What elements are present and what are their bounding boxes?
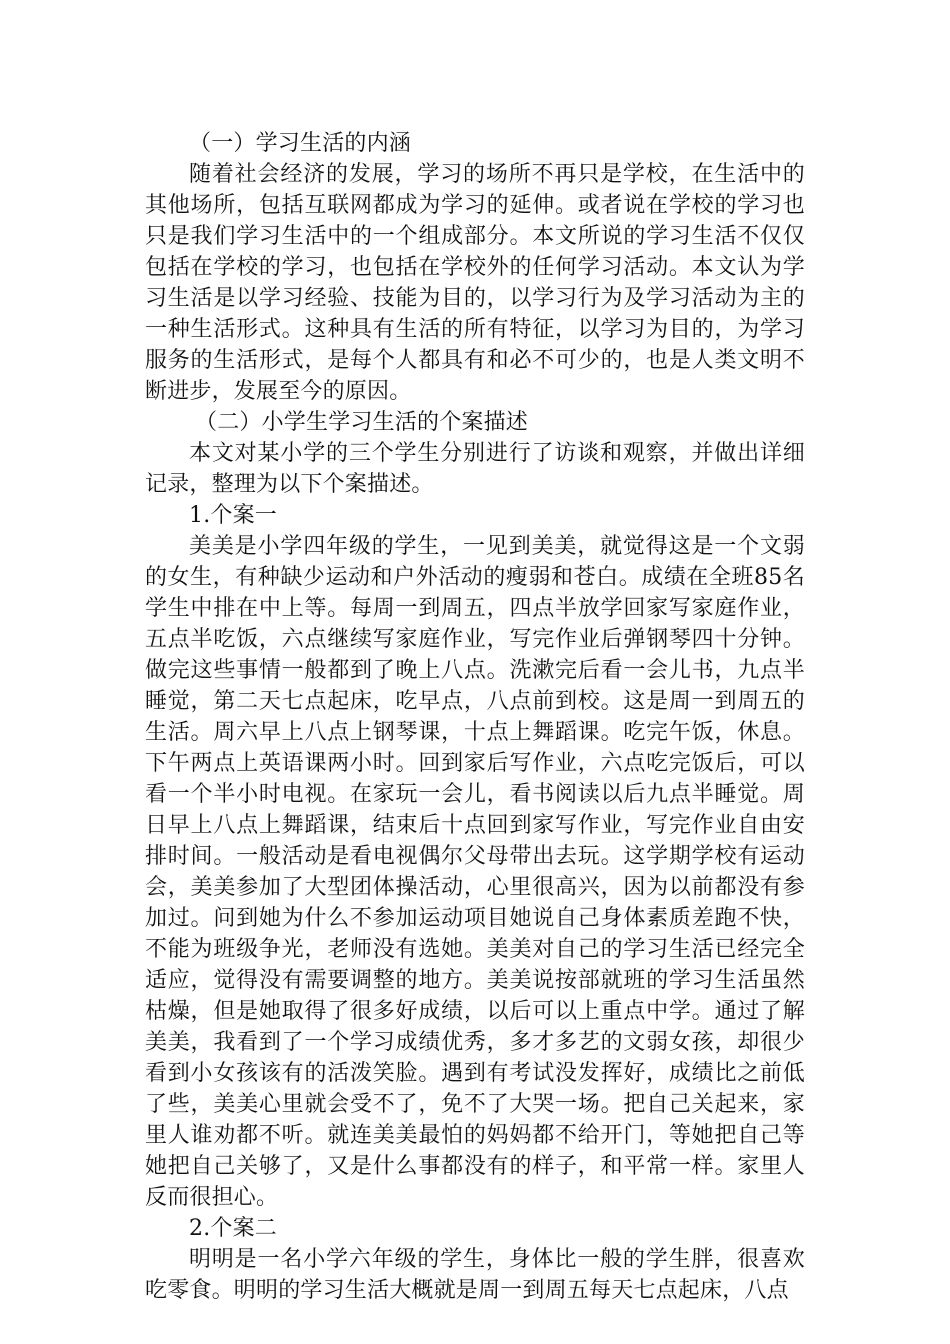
section-heading-2: （二）小学生学习生活的个案描述 — [195, 410, 529, 435]
case-1-paragraph: 美美是小学四年级的学生，一见到美美，就觉得这是一个文弱的女生，有种缺少运动和户外活动的瘦弱和苍白。成绩在全班85名学生中排在中上等。每周一到周五，四点半放学回家写家庭作业，五点半吃饭，六点继续写家庭作业，写完作业后弹钢琴四十分钟。做完这些事情一般都到了晚上八点。洗漱完后看一会儿书，九点半睡觉，第二天七点起床，吃早点，八点前到校。这是周一到周五的生活。周六早上八点上钢琴课，十点上舞蹈课。吃完午饭，休息。下午两点上英语课两小时。回到家后写作业，六点吃完饭后，可以看一个半小时电视。在家玩一会儿，看书阅读以后九点半睡觉。周日早上八点上舞蹈课，结束后十点回到家写作业，写完作业自由安排时间。一般活动是看电视偶尔父母带出去玩。这学期学校有运动会，美美参加了大型团体操活动，心里很高兴，因为以前都没有参加过。问到她为什么不参加运动项目她说自己身体素质差跑不快，不能为班级争光，老师没有选她。美美对自己的学习生活已经完全适应，觉得没有需要调整的地方。美美说按部就班的学习生活虽然枯燥，但是她取得了很多好成绩，以后可以上重点中学。通过了解美美，我看到了一个学习成绩优秀，多才多艺的文弱女孩，却很少看到小女孩该有的活泼笑脸。遇到有考试没发挥好，成绩比之前低了些，美美心里就会受不了，免不了大哭一场。把自己关起来，家里人谁劝都不听。就连美美最怕的妈妈都不给开门，等她把自己等她把自己关够了，又是什么事都没有的样子，和平常一样。家里人反而很担心。 — [145, 534, 805, 1210]
section-2-intro: 本文对某小学的三个学生分别进行了访谈和观察，并做出详细记录，整理为以下个案描述。 — [145, 441, 805, 497]
document-body — [145, 128, 805, 1306]
case-1-label: 1.个案一 — [189, 503, 277, 528]
case-2-paragraph: 明明是一名小学六年级的学生，身体比一般的学生胖，很喜欢吃零食。明明的学习生活大概就是周一到周五每天七点起床，八点 — [145, 1247, 805, 1303]
section-1-paragraph: 随着社会经济的发展，学习的场所不再只是学校，在生活中的其他场所，包括互联网都成为学习的延伸。或者说在学校的学习也只是我们学习生活中的一个组成部分。本文所说的学习生活不仅仅包括在学校的学习，也包括在学校外的任何学习活动。本文认为学习生活是以学习经验、技能为目的，以学习行为及学习活动为主的一种生活形式。这种具有生活的所有特征，以学习为目的，为学习服务的生活形式，是每个人都具有和必不可少的，也是人类文明不断进步，发展至今的原因。 — [145, 162, 805, 404]
section-heading-1: （一）学习生活的内涵 — [189, 131, 412, 156]
case-2-label: 2.个案二 — [189, 1216, 277, 1241]
